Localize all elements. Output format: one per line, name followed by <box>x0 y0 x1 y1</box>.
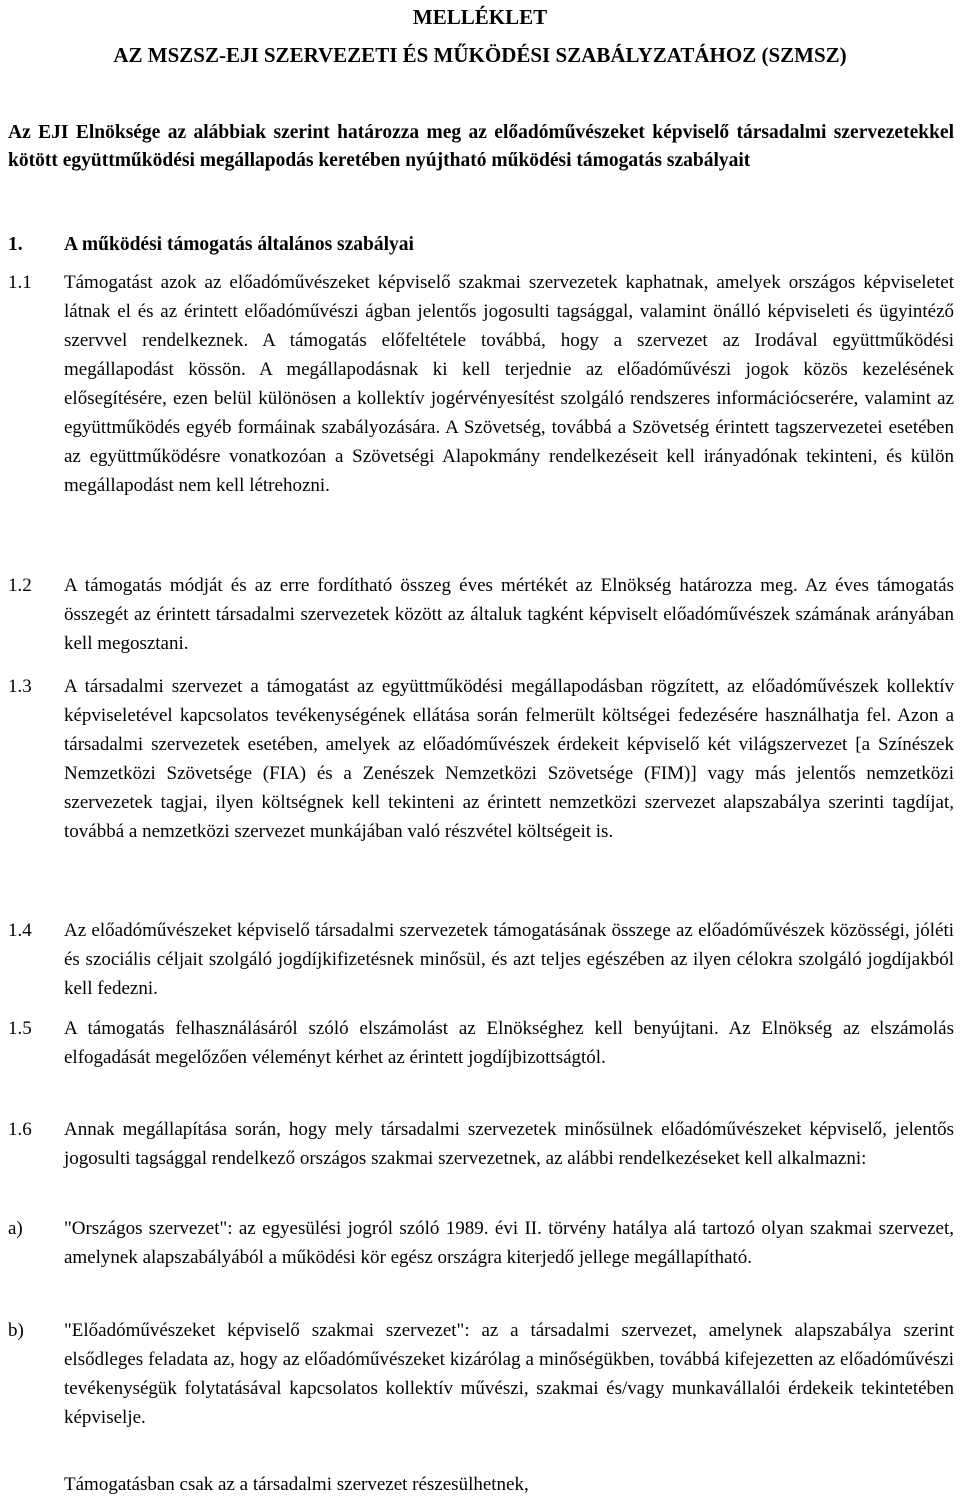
intro-paragraph: Az EJI Elnöksége az alábbiak szerint határozza meg az előadóművészeket képviselő társadalmi szervezetekkel kötött együttműködési megállapodás keretében nyújtható működési támogatás szabályait <box>8 122 954 171</box>
paragraph-1-1 <box>8 268 954 500</box>
section-heading <box>8 230 954 259</box>
list-item-a <box>8 1214 954 1272</box>
paragraph-text: Annak megállapítása során, hogy mely társadalmi szervezetek minősülnek előadóművészeket képviselő, jelentős jogosulti tagsággal rendelkező országos szakmai szervezetnek, az alábbi rendelkezéseket kell alkalmazni: <box>64 1119 954 1169</box>
document-title: MELLÉKLET <box>412 5 548 29</box>
paragraph-number: 1.2 <box>8 575 32 596</box>
document-subtitle: AZ MSZSZ-EJI SZERVEZETI ÉS MŰKÖDÉSI SZABÁLYZATÁHOZ (SZMSZ) <box>113 43 847 67</box>
paragraph-number: 1.5 <box>8 1018 32 1039</box>
paragraph-number: 1.4 <box>8 920 32 941</box>
list-item-marker: a) <box>8 1218 23 1239</box>
section-heading-text: A működési támogatás általános szabályai <box>64 234 414 255</box>
paragraph-1-3 <box>8 672 954 846</box>
trailing-sentence: Támogatásban csak az a társadalmi szervezet részesülhetnek, <box>64 1474 529 1495</box>
paragraph-text: A társadalmi szervezet a támogatást az együttműködési megállapodásban rögzített, az előadóművészek kollektív képviseletével kapcsolatos tevékenységének ellátása során felmerült költségei fedezésére használhatja fel. Azon a társadalmi szervezetek esetében, amelyek az előadóművészek érdekeit képviselő két világszervezet [a Színészek Nemzetközi Szövetsége (FIA) és a Zenészek Nemzetközi Szövetsége (FIM)] vagy más jelentős nemzetközi szervezetek tagjai, ilyen költségnek kell tekinteni az érintett nemzetközi szervezet alapszabálya szerinti tagdíjat, továbbá a nemzetközi szervezet munkájában való részvétel költségeit is. <box>64 676 954 842</box>
paragraph-1-2 <box>8 571 954 658</box>
list-item-b <box>8 1316 954 1432</box>
list-item-text: "Előadóművészeket képviselő szakmai szervezet": az a társadalmi szervezet, amelynek alapszabálya szerint elsődleges feladata az, hogy az előadóművészeket kizárólag a minőségükben, továbbá kifejezetten az előadóművészi tevékenységük folytatásával kapcsolatos kollektív művészi, szakmai és/vagy munkavállalói érdekeik tekintetében képviselje. <box>64 1320 954 1428</box>
paragraph-text: Az előadóművészeket képviselő társadalmi szervezetek támogatásának összege az előadóművészek közösségi, jóléti és szociális céljait szolgáló jogdíjkifizetésnek minősül, és azt teljes egészében az ilyen célokra szolgáló jogdíjakból kell fedezni. <box>64 920 954 999</box>
list-item-marker: b) <box>8 1320 24 1341</box>
paragraph-number: 1.6 <box>8 1119 32 1140</box>
section-number: 1. <box>8 234 23 255</box>
paragraph-1-6 <box>8 1115 954 1173</box>
paragraph-number: 1.3 <box>8 676 32 697</box>
paragraph-text: A támogatás módját és az erre fordítható összeg éves mértékét az Elnökség határozza meg. Az éves támogatás összegét az érintett társadalmi szervezetek között az általuk tagként képviselt előadóművészek számának arányában kell megosztani. <box>64 575 954 654</box>
paragraph-text: Támogatást azok az előadóművészeket képviselő szakmai szervezetek kaphatnak, amelyek országos képviseletet látnak el és az érintett előadóművészi ágban jelentős jogosulti tagsággal, valamint önálló képviseleti és ügyintéző szervvel rendelkeznek. A támogatás előfeltétele továbbá, hogy a szervezet az Irodával együttműködési megállapodást kössön. A megállapodásnak ki kell terjednie az előadóművészi jogok közös kezelésének elősegítésére, ezen belül különösen a kollektív jogérvényesítést szolgáló rendszeres információcserére, valamint az együttműködés egyéb formáinak szabályozására. A Szövetség, továbbá a Szövetség érintett tagszervezetei esetében az együttműködésre vonatkozóan a Szövetségi Alapokmány rendelkezéseit kell irányadónak tekinteni, és külön megállapodást nem kell létrehozni. <box>64 272 954 496</box>
paragraph-1-5 <box>8 1014 954 1072</box>
paragraph-number: 1.1 <box>8 272 32 293</box>
paragraph-text: A támogatás felhasználásáról szóló elszámolást az Elnökséghez kell benyújtani. Az Elnökség az elszámolás elfogadását megelőzően véleményt kérhet az érintett jogdíjbizottságtól. <box>64 1018 954 1068</box>
paragraph-1-4 <box>8 916 954 1003</box>
list-item-text: "Országos szervezet": az egyesülési jogról szóló 1989. évi II. törvény hatálya alá tartozó olyan szakmai szervezet, amelynek alapszabályából a működési kör egész országra kiterjedő jellege megállapítható. <box>64 1218 954 1268</box>
